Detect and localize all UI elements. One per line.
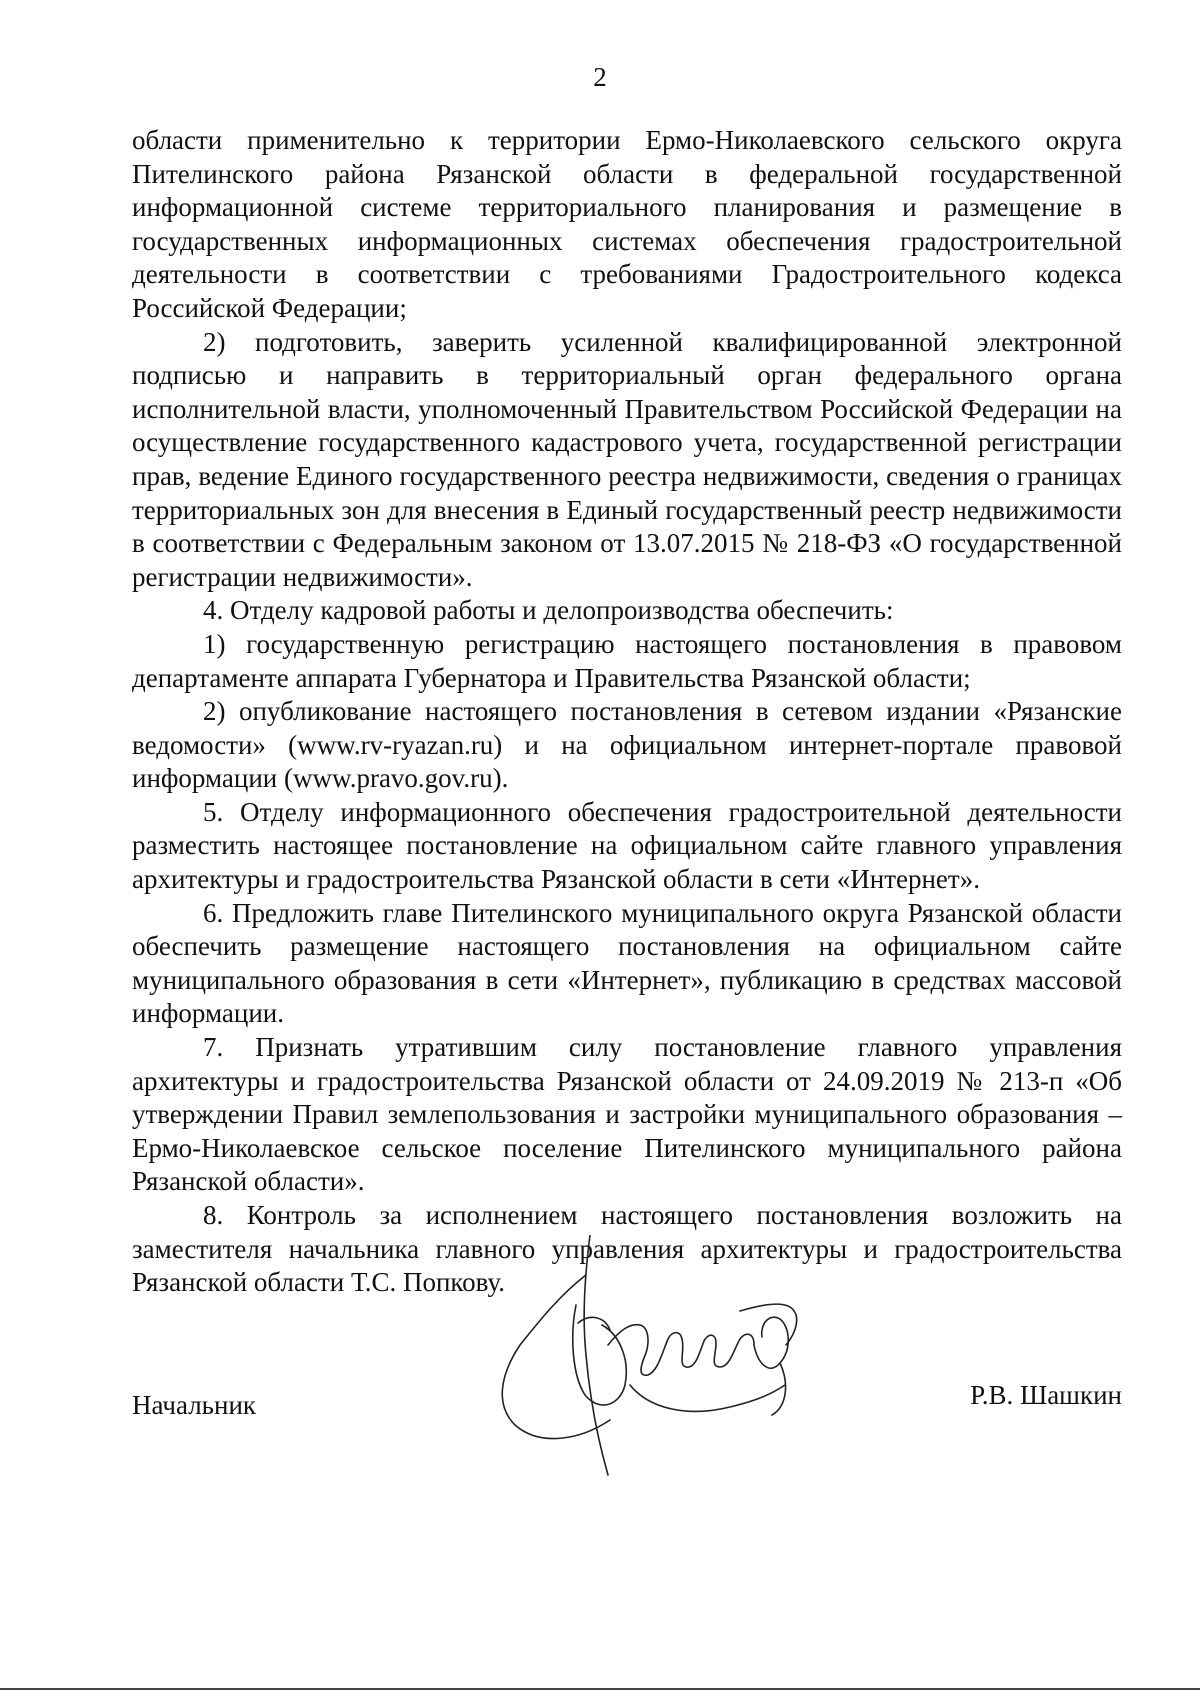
signatory-title: Начальник xyxy=(132,1390,257,1420)
paragraph-continuation: области применительно к территории Ермо-Николаевского сельского округа Пителинского района Рязанской области в федеральной государственной информационной системе территориального планирования и размещение в государственных информационных системах обеспечения градостроительной деятельности в соответствии с требованиями Градостроительного кодекса Российской Федерации; xyxy=(132,125,1122,323)
paragraph-item-4: 4. Отделу кадровой работы и делопроизводства обеспечить: xyxy=(203,595,894,626)
scan-edge-line xyxy=(0,1688,1200,1690)
signatory-name: Р.В. Шашкин xyxy=(970,1380,1122,1410)
paragraph-item-7: 7. Признать утратившим силу постановление главного управления архитектуры и градостроительства Рязанской области от 24.09.2019 № 213-п «Об утверждении Правил землепользования и застройки муниципального образования – Ермо-Николаевское сельское поселение Пителинского муниципального района Рязанской области». xyxy=(132,1032,1122,1197)
paragraph-item-4-2: 2) опубликование настоящего постановления в сетевом издании «Рязанские ведомости» (www.rv-ryazan.ru) и на официальном интернет-портале правовой информации (www.pravo.gov.ru). xyxy=(132,696,1122,794)
paragraph-item-5: 5. Отделу информационного обеспечения градостроительной деятельности разместить настоящее постановление на официальном сайте главного управления архитектуры и градостроительства Рязанской области в сети «Интернет». xyxy=(132,796,1122,895)
paragraph-item-2: 2) подготовить, заверить усиленной квалифицированной электронной подписью и направить в территориальный орган федерального органа исполнительной власти, уполномоченный Правительством Российской Федерации на осуществление государственного кадастрового учета, государственной регистрации прав, ведение Единого государственного реестра недвижимости, сведения о границах территориальных зон для внесения в Единый государственный реестр недвижимости в соответствии с Федеральным законом от 13.07.2015 № 218-ФЗ «О государственной регистрации недвижимости». xyxy=(132,326,1122,592)
paragraph-item-4-1: 1) государственную регистрацию настоящего постановления в правовом департаменте аппарата Губернатора и Правительства Рязанской области; xyxy=(132,628,1122,693)
document-body xyxy=(132,124,1122,1300)
paragraph-item-8: 8. Контроль за исполнением настоящего постановления возложить на заместителя начальника главного управления архитектуры и градостроительства Рязанской области Т.С. Попкову. xyxy=(132,1200,1122,1298)
handwritten-signature xyxy=(490,1235,870,1495)
page-number: 2 xyxy=(593,62,607,92)
paragraph-item-6: 6. Предложить главе Пителинского муниципального округа Рязанской области обеспечить размещение настоящего постановления на официальном сайте муниципального образования в сети «Интернет», публикацию в средствах массовой информации. xyxy=(132,897,1122,1029)
